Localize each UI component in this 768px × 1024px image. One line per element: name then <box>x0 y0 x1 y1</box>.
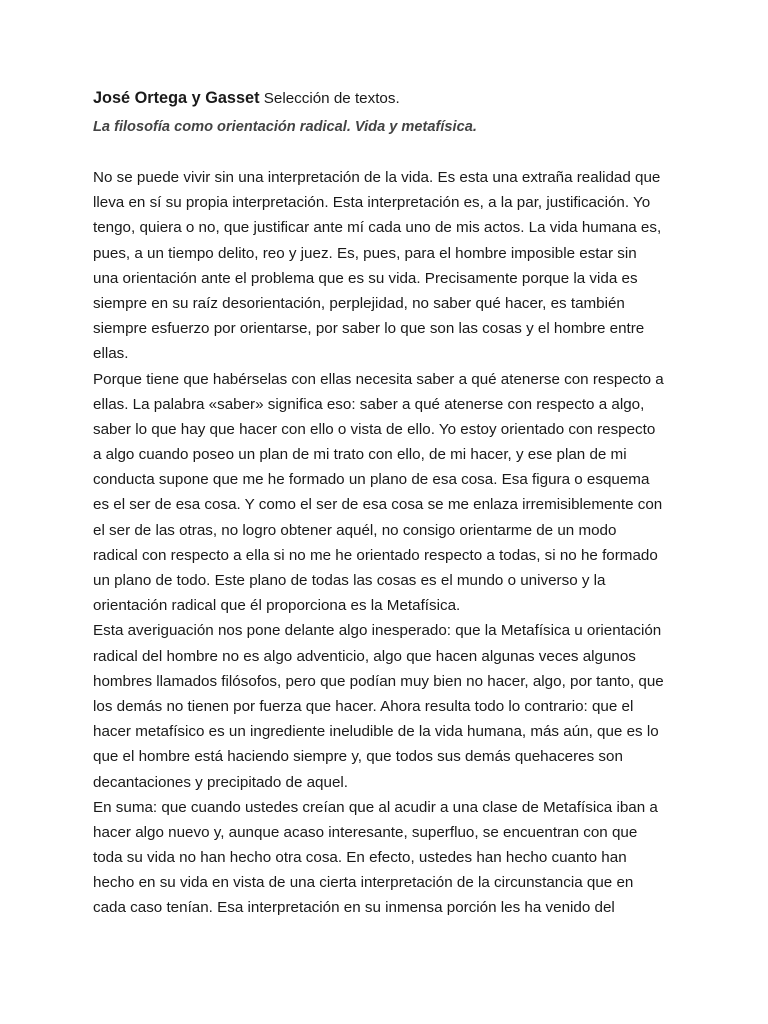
text-line: No se puede vivir sin una interpretación de la vida. Es esta una extraña realidad que <box>93 169 661 186</box>
text-line: radical del hombre no es algo adventicio, algo que hacen algunas veces algunos <box>93 647 636 665</box>
text-line: ellas. La palabra «saber» significa eso: saber a qué atenerse con respecto a algo, <box>93 395 645 413</box>
text-line: conducta supone que me he formado un plano de esa cosa. Esa figura o esquema <box>93 471 650 489</box>
text-line: cada caso tenían. Esa interpretación en su inmensa porción les ha venido del <box>93 899 615 917</box>
text-line: orientación radical que él proporciona es la Metafísica. <box>93 597 461 615</box>
text-line: que el hombre está haciendo siempre y, que todos sus demás quehaceres son <box>93 748 623 766</box>
text-line: un plano de todo. Este plano de todas las cosas es el mundo o universo y la <box>93 572 606 589</box>
text-line: tengo, quiera o no, que justificar ante mí cada uno de mis actos. La vida humana es, <box>93 219 662 237</box>
text-line: toda su vida no han hecho otra cosa. En efecto, ustedes han hecho cuanto han <box>93 849 627 867</box>
text-line: En suma: que cuando ustedes creían que al acudir a una clase de Metafísica iban a <box>93 798 658 816</box>
text-line: siempre en su raíz desorientación, perplejidad, no saber qué hacer, es también <box>93 294 625 312</box>
text-line: los demás no tienen por fuerza que hacer. Ahora resulta todo lo contrario: que el <box>93 697 634 715</box>
text-line: radical con respecto a ella si no me he orientado respecto a todas, si no he formado <box>93 546 658 564</box>
text-line: hacer algo nuevo y, aunque acaso interesante, superfluo, se encuentran con que <box>93 823 638 841</box>
text-line: Porque tiene que habérselas con ellas necesita saber a qué atenerse con respecto a <box>93 370 664 388</box>
text-line: el ser de las otras, no logro obtener aquél, no consigo orientarme de un modo <box>93 521 617 539</box>
text-line: hecho en su vida en vista de una cierta interpretación de la circunstancia que en <box>93 874 634 892</box>
document-subtitle: La filosofía como orientación radical. Vida y metafísica. <box>93 119 477 135</box>
body-text <box>93 165 683 921</box>
collection-title: Selección de textos. <box>263 90 400 107</box>
text-line: a algo cuando poseo un plan de mi trato con ello, de mi hacer, y ese plan de mi <box>93 446 627 464</box>
author-name: José Ortega y Gasset <box>93 89 260 107</box>
document-heading <box>93 86 683 111</box>
text-line: hombres llamados filósofos, pero que podían muy bien no hacer, algo, por tanto, que <box>93 672 664 690</box>
text-line: lleva en sí su propia interpretación. Esta interpretación es, a la par, justificación. Yo <box>93 194 651 212</box>
text-line: ellas. <box>93 345 129 363</box>
text-line: es el ser de esa cosa. Y como el ser de esa cosa se me enlaza irremisiblemente con <box>93 496 663 514</box>
text-line: una orientación ante el problema que es su vida. Precisamente porque la vida es <box>93 269 638 287</box>
text-line: saber lo que hay que hacer con ello o vista de ello. Yo estoy orientado con respecto <box>93 420 656 438</box>
text-line: pues, a un tiempo delito, reo y juez. Es, pues, para el hombre imposible estar sin <box>93 244 637 262</box>
document-page <box>93 86 683 921</box>
text-line: Esta averiguación nos pone delante algo inesperado: que la Metafísica u orientación <box>93 622 662 640</box>
text-line: decantaciones y precipitado de aquel. <box>93 773 348 791</box>
text-line: hacer metafísico es un ingrediente ineludible de la vida humana, más aún, que es lo <box>93 723 659 741</box>
text-line: siempre esfuerzo por orientarse, por saber lo que son las cosas y el hombre entre <box>93 320 645 338</box>
